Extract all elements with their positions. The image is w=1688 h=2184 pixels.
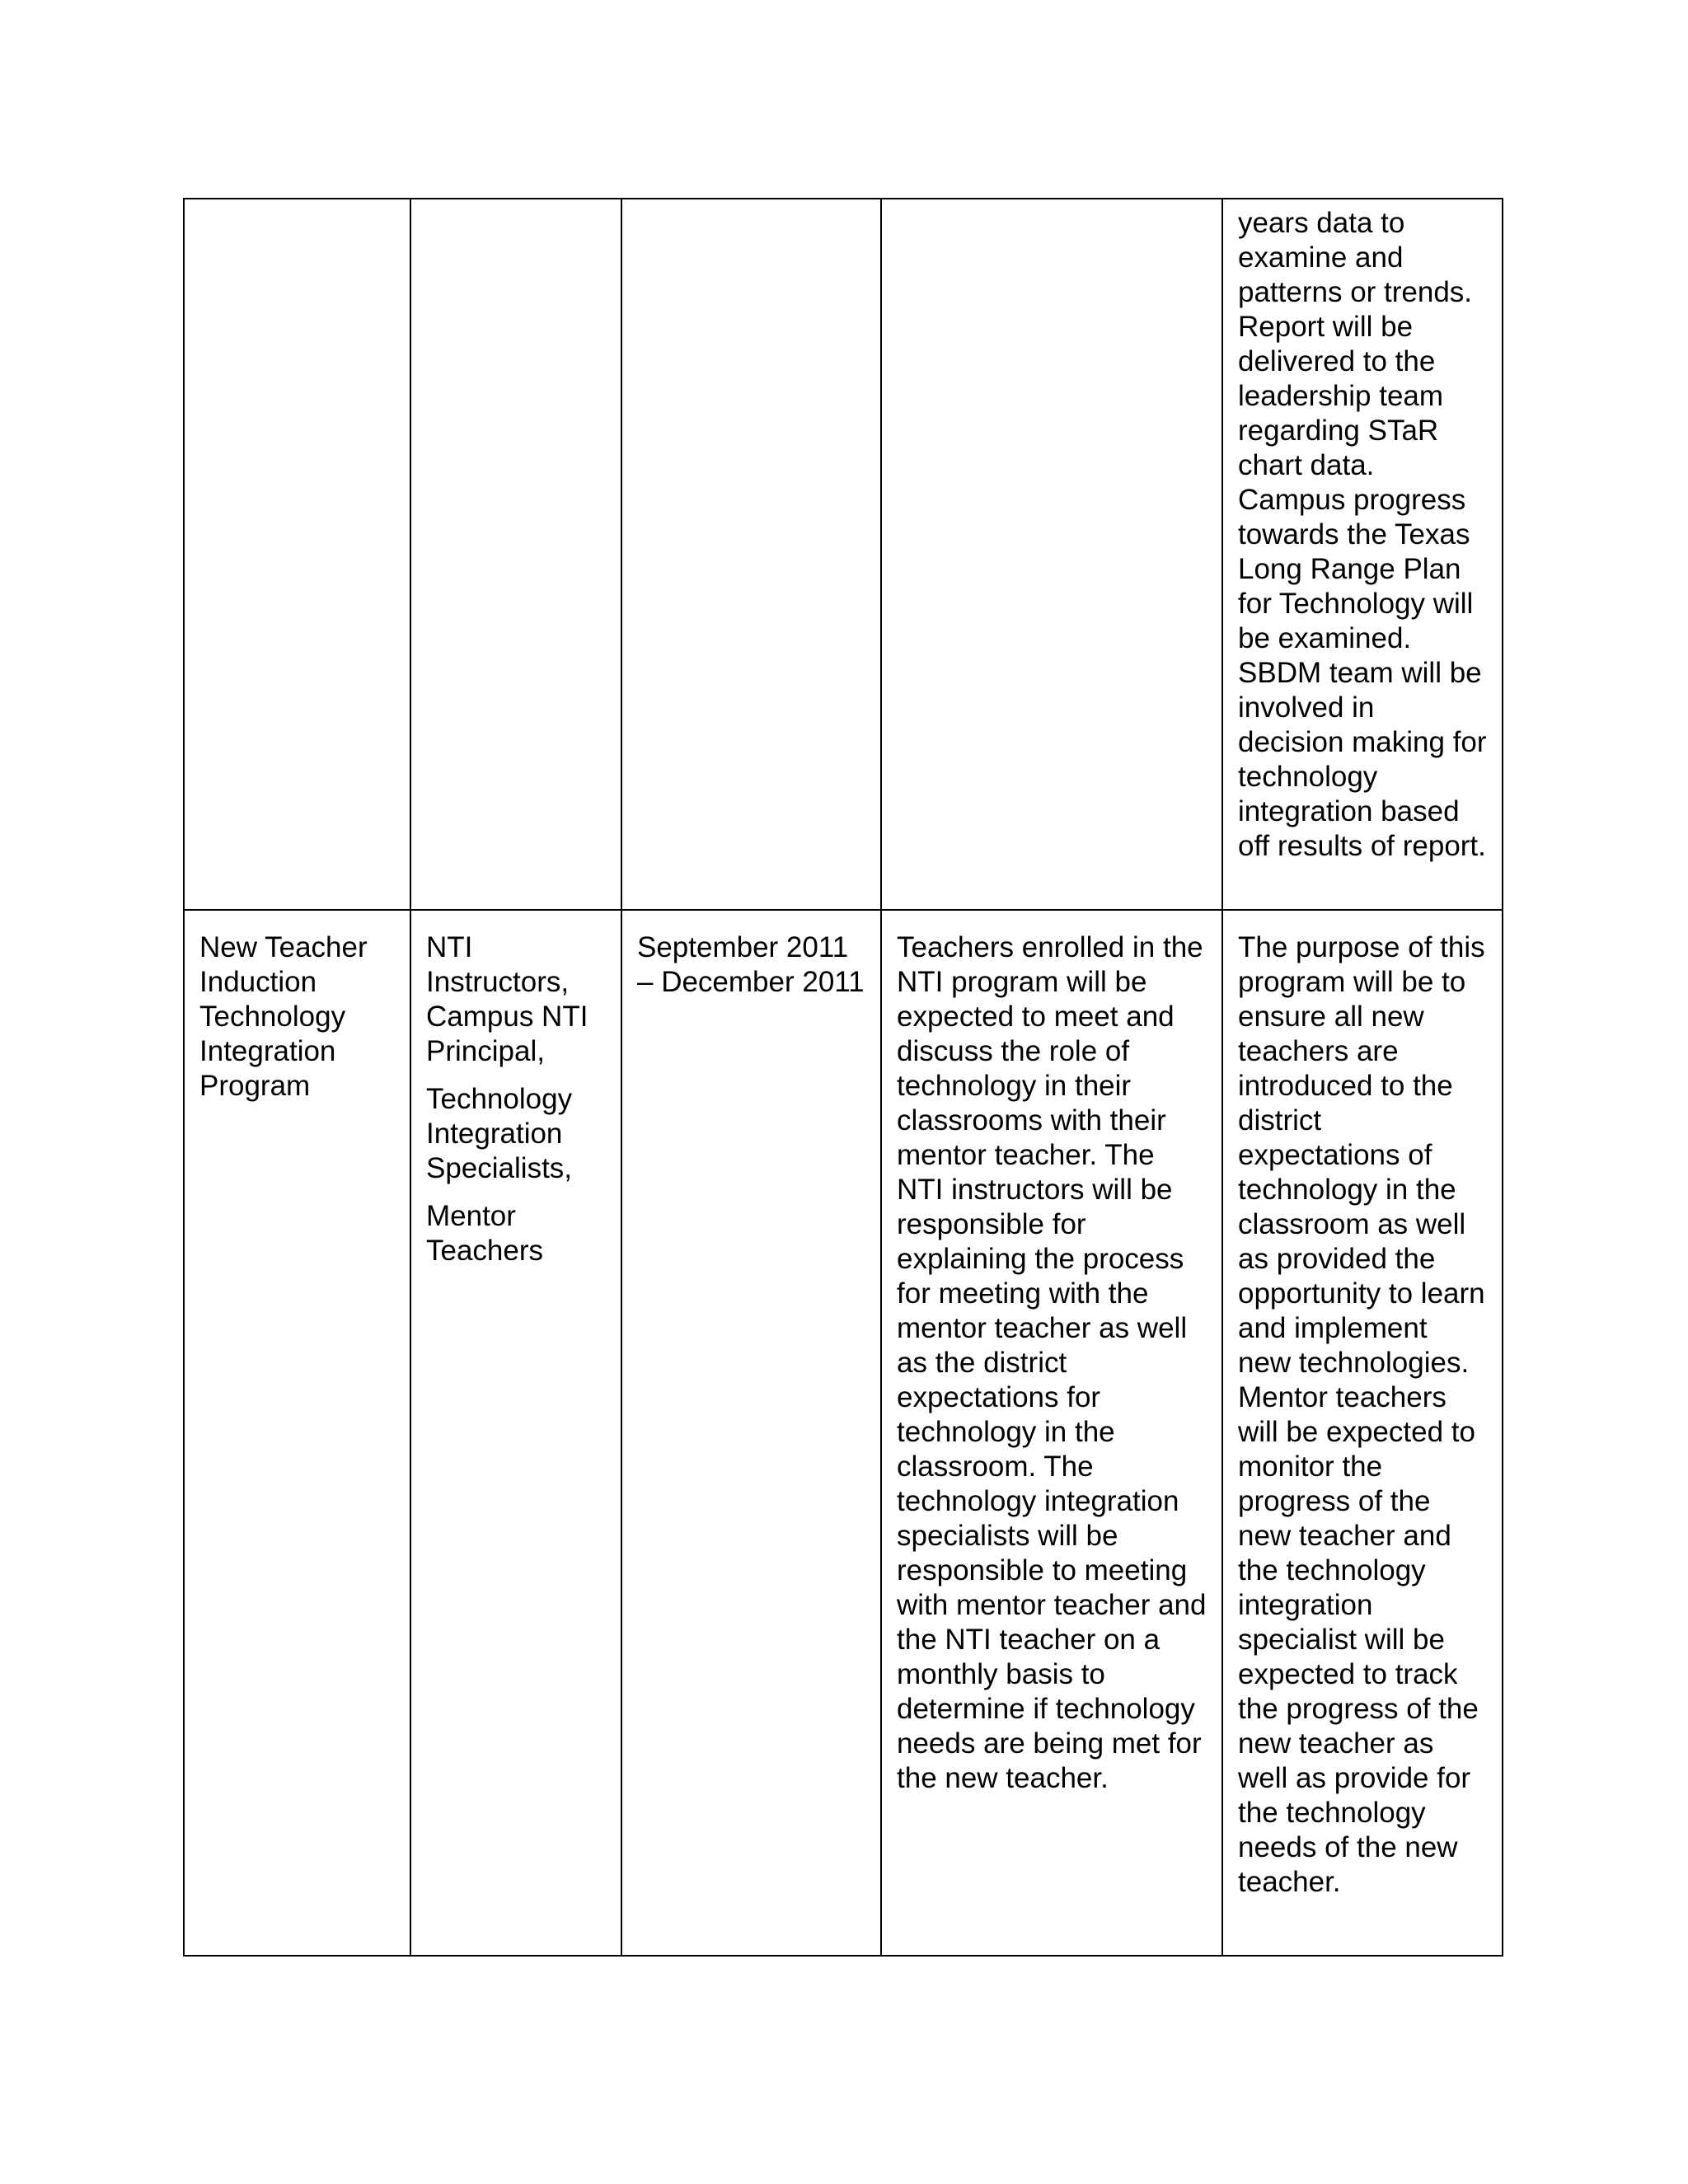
table-cell-description bbox=[881, 910, 1222, 1956]
persons-responsible-item: NTI Instructors, Campus NTI Principal, bbox=[426, 931, 588, 1067]
table-cell-evaluation bbox=[1222, 199, 1503, 910]
table-cell-timeline bbox=[621, 199, 881, 910]
table-cell-persons-responsible bbox=[410, 199, 621, 910]
table-cell-program bbox=[184, 199, 410, 910]
timeline-text: September 2011 – December 2011 bbox=[637, 931, 865, 998]
persons-responsible-item: Mentor Teachers bbox=[426, 1200, 544, 1267]
evaluation-text: The purpose of this program will be to ensure all new teachers are introduced to the district expectations of technology in the classroom as well as provided the opportunity to learn and implement new technologies. Mentor teachers will be expected to monitor the progress of the new teacher and the technology integration specialist will be expected to track the progress of the new teacher as well as provide for the technology needs of the new teacher. bbox=[1238, 931, 1485, 1898]
program-name: New Teacher Induction Technology Integration Program bbox=[199, 931, 368, 1102]
table-row bbox=[184, 910, 1503, 1956]
description-text: Teachers enrolled in the NTI program will be expected to meet and discuss the role of technology in their classrooms with their mentor teacher. The NTI instructors will be responsible for explaining the process for meeting with the mentor teacher as well as the district expectations for technology in the classroom. The technology integration specialists will be responsible to meeting with mentor teacher and the NTI teacher on a monthly basis to determine if technology needs are being met for the new teacher. bbox=[897, 931, 1207, 1794]
table-cell-program bbox=[184, 910, 410, 1956]
evaluation-text: years data to examine and patterns or trends. Report will be delivered to the leadership team regarding STaR chart data. Campus progress towards the Texas Long Range Plan for Technology will be examined. SBDM team will be involved in decision making for technology integration based off results of report. bbox=[1238, 207, 1487, 862]
table-cell-timeline bbox=[621, 910, 881, 1956]
table-cell-evaluation bbox=[1222, 910, 1503, 1956]
table-cell-description bbox=[881, 199, 1222, 910]
table-cell-persons-responsible bbox=[410, 910, 621, 1956]
table-row bbox=[184, 199, 1503, 910]
plan-table bbox=[183, 198, 1503, 1957]
persons-responsible-item: Technology Integration Specialists, bbox=[426, 1083, 573, 1184]
